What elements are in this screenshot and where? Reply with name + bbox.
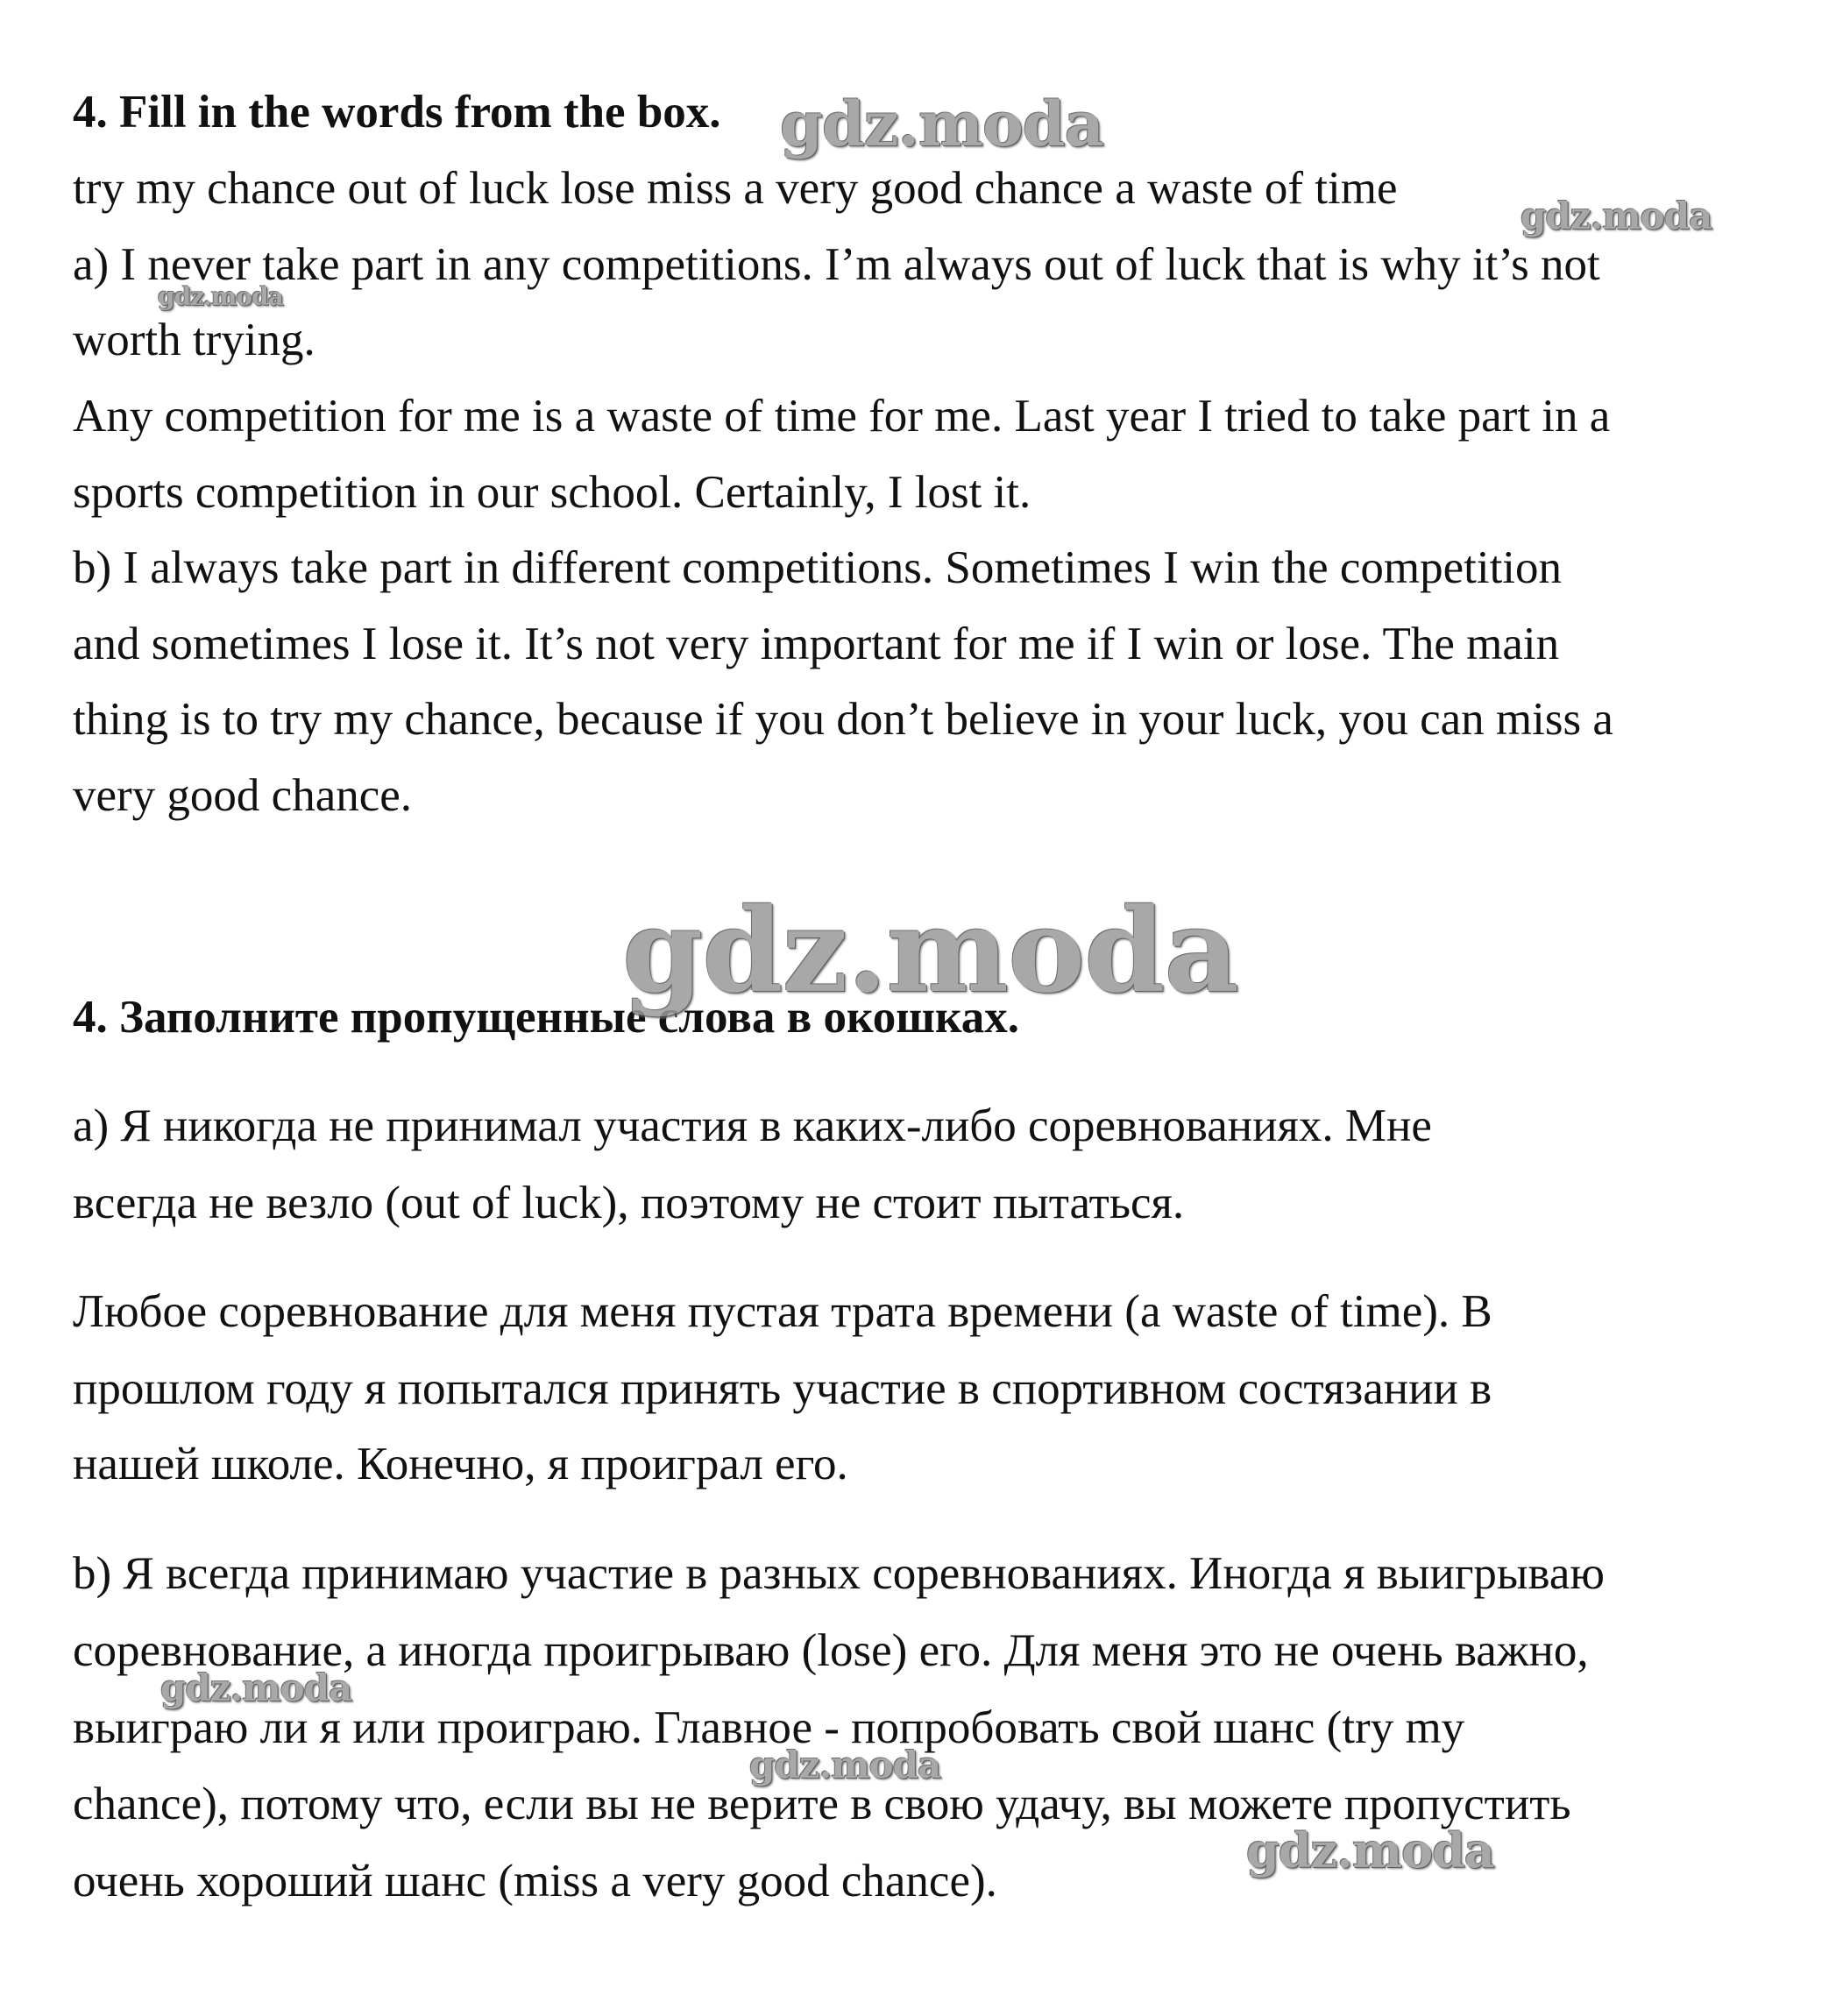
- exercise-heading-en: 4. Fill in the words from the box.: [73, 87, 721, 138]
- watermark: gdz.moda: [622, 883, 1239, 1019]
- text-line: and sometimes I lose it. It’s not very important for me if I win or lose. The main: [73, 619, 1560, 669]
- text-line: Любое соревнование для меня пустая трата времени (a waste of time). В: [73, 1286, 1492, 1337]
- exercise-heading-ru: 4. Заполните пропущенные слова в окошках.: [73, 992, 1020, 1043]
- text-line: всегда не везло (out of luck), поэтому не стоит пытаться.: [73, 1178, 1185, 1228]
- watermark: gdz.moda: [749, 1744, 941, 1786]
- text-line: b) I always take part in different competitions. Sometimes I win the competition: [73, 542, 1563, 593]
- text-line: very good chance.: [73, 770, 413, 821]
- watermark: gdz.moda: [158, 282, 283, 311]
- watermark: gdz.moda: [1520, 195, 1712, 237]
- text-line: b) Я всегда принимаю участие в разных соревнованиях. Иногда я выигрываю: [73, 1548, 1605, 1599]
- text-line: chance), потому что, если вы не верите в свою удачу, вы можете пропустить: [73, 1779, 1571, 1829]
- watermark: gdz.moda: [160, 1666, 352, 1709]
- text-line: выиграю ли я или проиграю. Главное - попробовать свой шанс (try my: [73, 1702, 1465, 1753]
- text-line: очень хороший шанс (miss a very good chance).: [73, 1856, 997, 1906]
- watermark: gdz.moda: [1246, 1822, 1494, 1878]
- word-box: try my chance out of luck lose miss a very good chance a waste of time: [73, 163, 1398, 214]
- text-line: Any competition for me is a waste of time for me. Last year I tried to take part in a: [73, 391, 1611, 442]
- text-line: нашей школе. Конечно, я проиграл его.: [73, 1439, 848, 1489]
- text-line: a) I never take part in any competitions. I’m always out of luck that is why it’s not: [73, 239, 1600, 290]
- text-line: thing is to try my chance, because if you don’t believe in your luck, you can miss a: [73, 694, 1613, 745]
- text-line: соревнование, а иногда проигрываю (lose) его. Для меня это не очень важно,: [73, 1625, 1589, 1676]
- text-line: worth trying.: [73, 315, 315, 365]
- watermark: gdz.moda: [780, 88, 1104, 160]
- text-line: sports competition in our school. Certainly, I lost it.: [73, 467, 1031, 518]
- text-line: прошлом году я попытался принять участие в спортивном состязании в: [73, 1363, 1492, 1414]
- text-line: а) Я никогда не принимал участия в каких-либо соревнованиях. Мне: [73, 1100, 1432, 1151]
